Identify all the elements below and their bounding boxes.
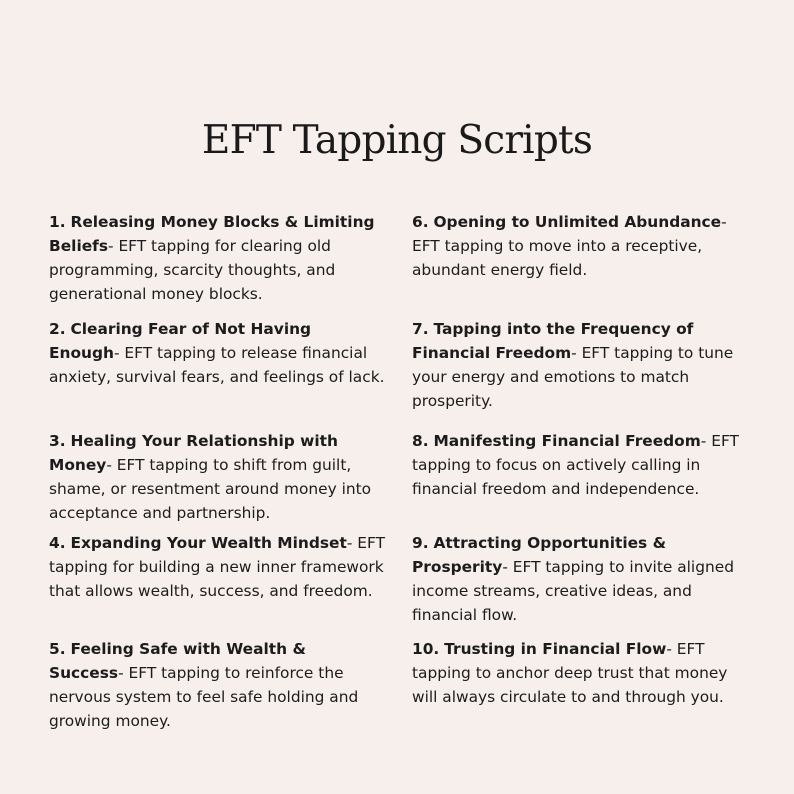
script-number: 1. — [49, 213, 66, 231]
script-description: - EFT tapping to move into a receptive, abundant energy field. — [412, 213, 727, 279]
script-description: - EFT tapping to shift from guilt, shame, or resentment around money into acceptance and partnership. — [49, 456, 372, 522]
page-title: EFT Tapping Scripts — [201, 118, 593, 163]
script-item-10 — [412, 637, 752, 709]
script-heading: Releasing Money Blocks & Limiting Beliefs — [49, 213, 375, 255]
script-number: 9. — [412, 534, 429, 552]
script-item-3 — [49, 429, 385, 525]
script-heading: Tapping into the Frequency of Financial Freedom — [412, 320, 694, 362]
script-number: 3. — [49, 432, 66, 450]
script-description: - EFT tapping to anchor deep trust that money will always circulate to and through you. — [412, 640, 728, 706]
script-description: - EFT tapping for clearing old programming, scarcity thoughts, and generational money blocks. — [49, 237, 336, 303]
script-heading: Manifesting Financial Freedom — [433, 432, 701, 450]
script-number: 2. — [49, 320, 66, 338]
script-heading: Trusting in Financial Flow — [444, 640, 667, 658]
script-item-5 — [49, 637, 385, 733]
script-heading: Feeling Safe with Wealth & Success — [49, 640, 306, 682]
script-number: 10. — [412, 640, 440, 658]
script-heading: Expanding Your Wealth Mindset — [70, 534, 347, 552]
script-number: 6. — [412, 213, 429, 231]
script-description: - EFT tapping to invite aligned income streams, creative ideas, and financial flow. — [412, 558, 734, 624]
script-item-9 — [412, 531, 752, 627]
script-number: 4. — [49, 534, 66, 552]
script-description: - EFT tapping to focus on actively calling in financial freedom and independence. — [412, 432, 739, 498]
script-description: - EFT tapping to reinforce the nervous system to feel safe holding and growing money. — [49, 664, 359, 730]
script-heading: Healing Your Relationship with Money — [49, 432, 338, 474]
script-item-2 — [49, 317, 385, 389]
script-item-1 — [49, 210, 385, 306]
script-heading: Attracting Opportunities & Prosperity — [412, 534, 666, 576]
script-description: - EFT tapping for building a new inner framework that allows wealth, success, and freedom. — [49, 534, 385, 600]
script-description: - EFT tapping to tune your energy and emotions to match prosperity. — [412, 344, 734, 410]
script-item-4 — [49, 531, 385, 603]
script-heading: Opening to Unlimited Abundance — [433, 213, 722, 231]
script-item-6 — [412, 210, 752, 282]
script-heading: Clearing Fear of Not Having Enough — [49, 320, 312, 362]
script-number: 5. — [49, 640, 66, 658]
script-number: 7. — [412, 320, 429, 338]
script-item-8 — [412, 429, 752, 501]
script-item-7 — [412, 317, 752, 413]
script-description: - EFT tapping to release financial anxiety, survival fears, and feelings of lack. — [49, 344, 385, 386]
script-number: 8. — [412, 432, 429, 450]
